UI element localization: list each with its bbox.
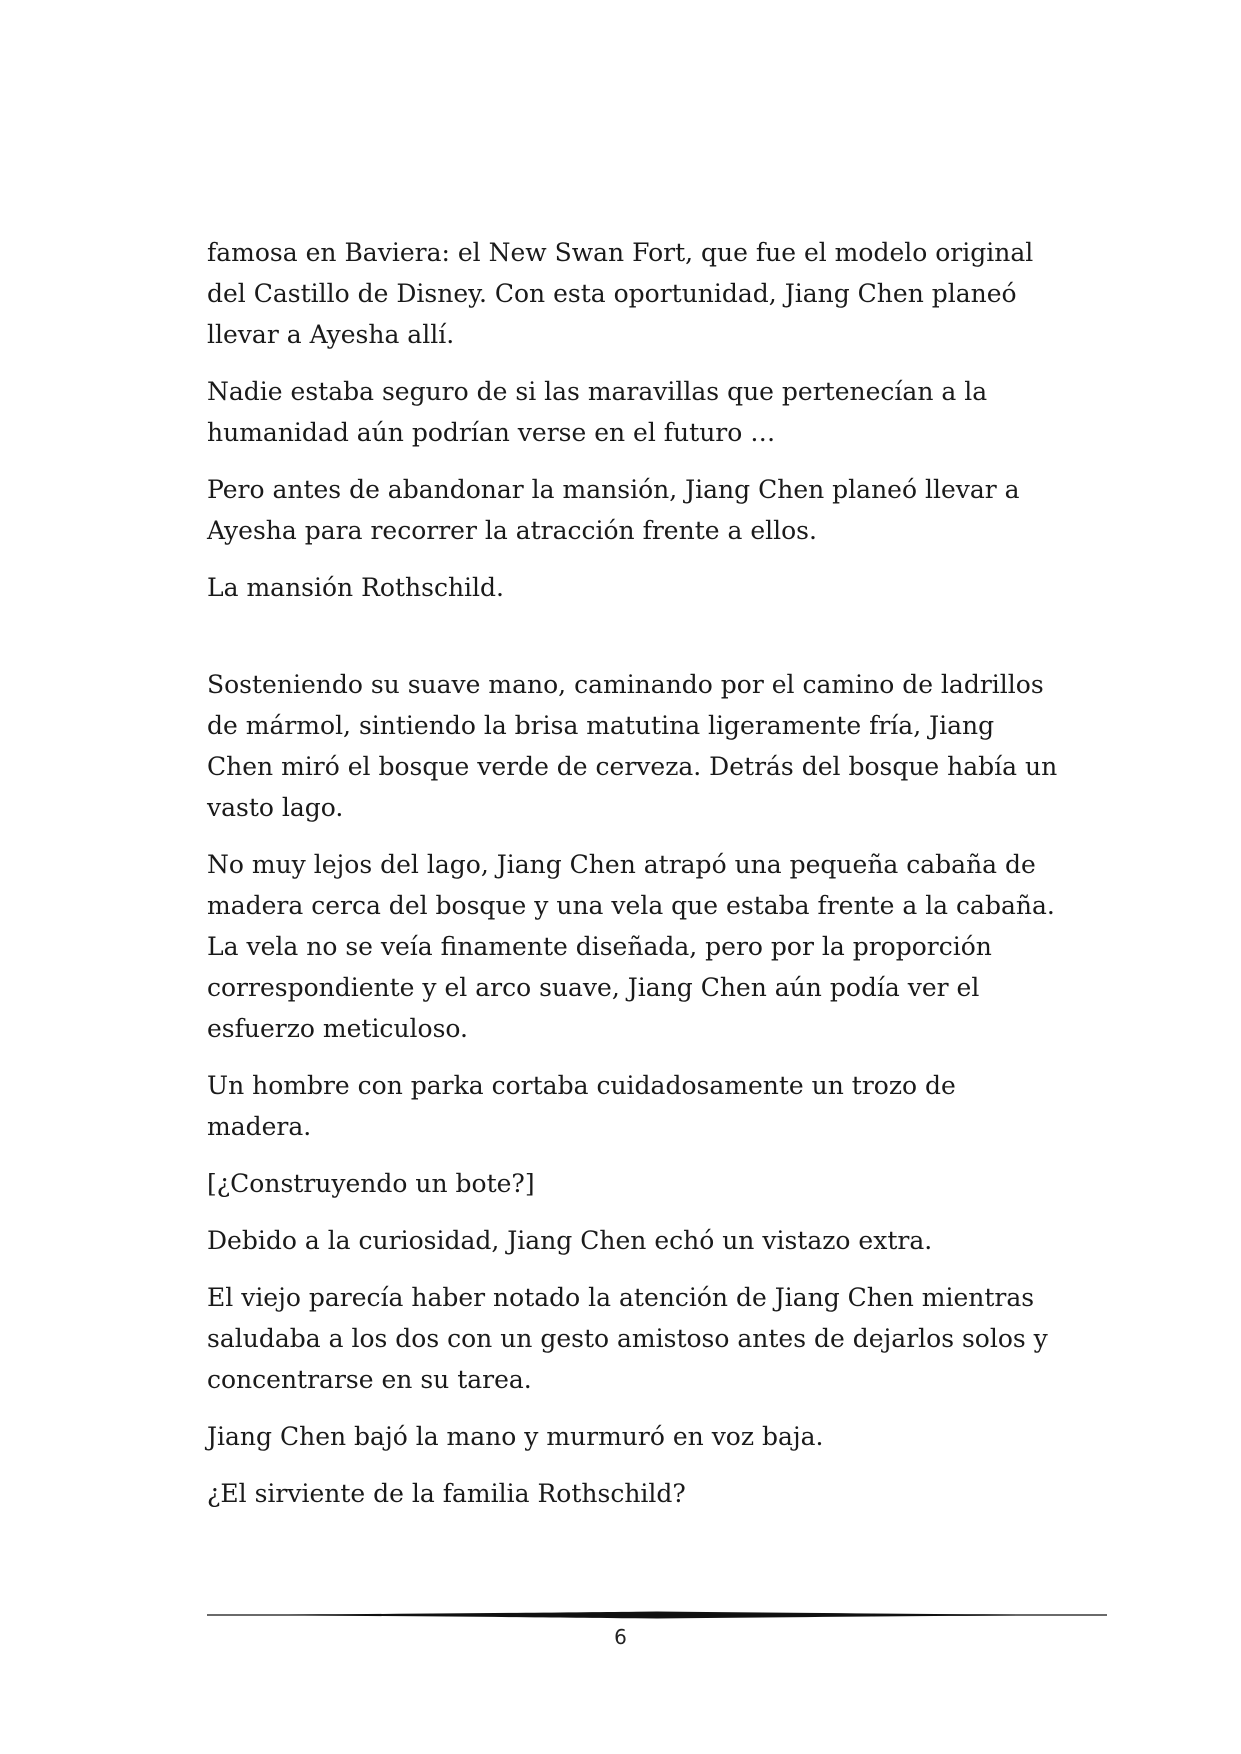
paragraph: Sosteniendo su suave mano, caminando por el camino de ladrillos de mármol, sintiendo la brisa matutina ligeramente fría, Jiang Chen miró el bosque verde de cerveza. Detrás del bosque había un vasto lago.	[207, 670, 1058, 822]
footer-rule	[207, 1609, 1107, 1621]
paragraph: Jiang Chen bajó la mano y murmuró en voz baja.	[207, 1422, 824, 1451]
paragraph: El viejo parecía haber notado la atención de Jiang Chen mientras saludaba a los dos con un gesto amistoso antes de dejarlos solos y concentrarse en su tarea.	[207, 1283, 1048, 1394]
paragraph: No muy lejos del lago, Jiang Chen atrapó una pequeña cabaña de madera cerca del bosque y una vela que estaba frente a la cabaña. La vela no se veía finamente diseñada, pero por la proporción correspondiente y el arco suave, Jiang Chen aún podía ver el esfuerzo meticuloso.	[207, 850, 1055, 1043]
paragraph: La mansión Rothschild.	[207, 573, 504, 602]
paragraph: Un hombre con parka cortaba cuidadosamente un trozo de madera.	[207, 1071, 956, 1141]
paragraph: famosa en Baviera: el New Swan Fort, que fue el modelo original del Castillo de Disney. Con esta oportunidad, Jiang Chen planeó llevar a Ayesha allí.	[207, 238, 1034, 349]
paragraph: Debido a la curiosidad, Jiang Chen echó un vistazo extra.	[207, 1226, 933, 1255]
paragraph: [¿Construyendo un bote?]	[207, 1169, 535, 1198]
paragraph: Pero antes de abandonar la mansión, Jiang Chen planeó llevar a Ayesha para recorrer la atracción frente a ellos.	[207, 475, 1020, 545]
paragraph: Nadie estaba seguro de si las maravillas que pertenecían a la humanidad aún podrían verse en el futuro …	[207, 377, 988, 447]
body-text	[207, 232, 1067, 1530]
page-number: 6	[614, 1625, 627, 1649]
paragraph: ¿El sirviente de la familia Rothschild?	[207, 1479, 686, 1508]
